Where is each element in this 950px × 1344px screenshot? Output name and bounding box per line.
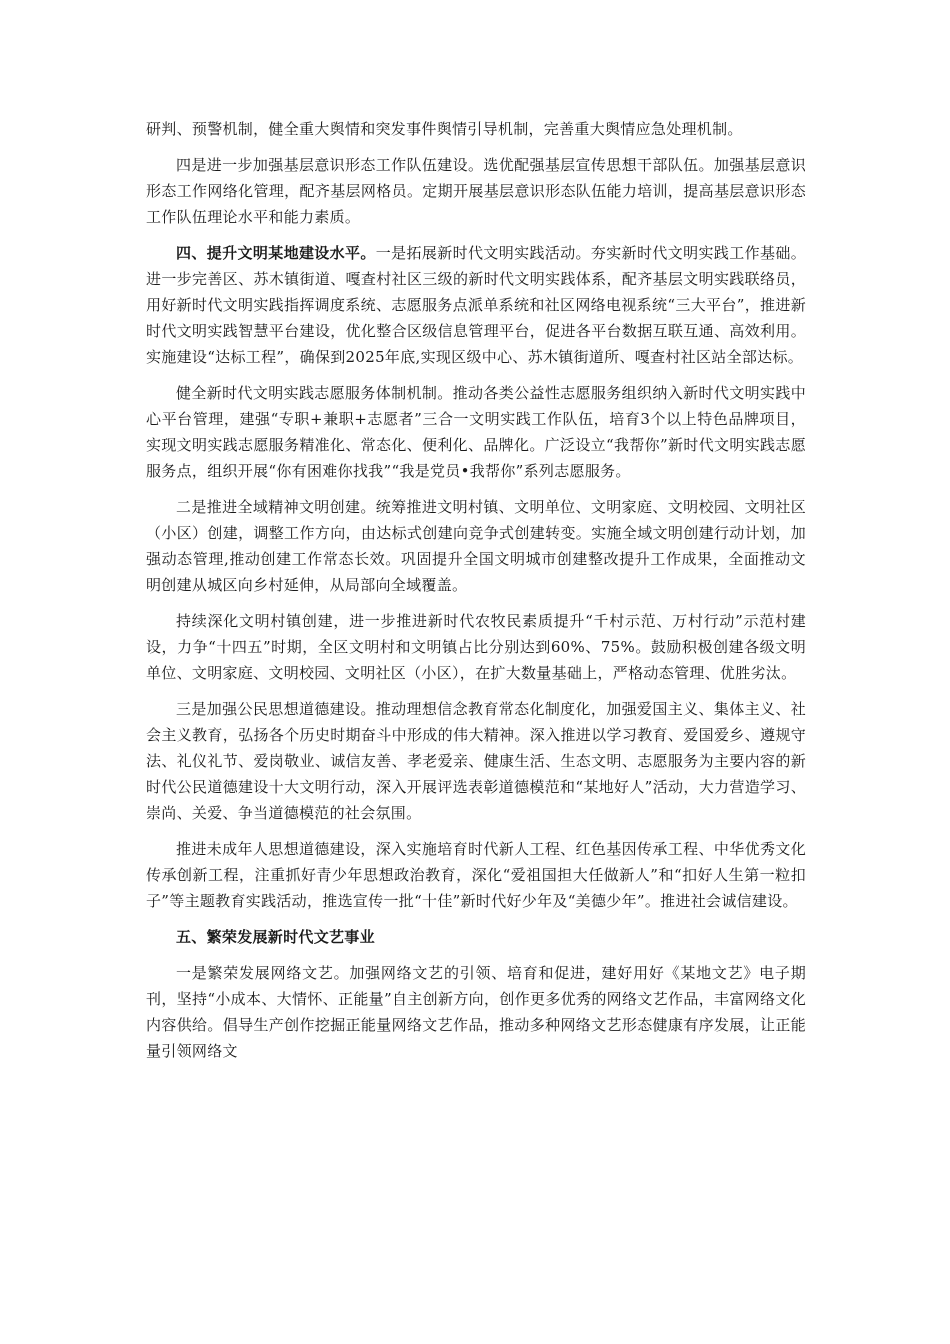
paragraph-moral-construction: 三是加强公民思想道德建设。推动理想信念教育常态化制度化，加强爱国主义、集体主义、社会主义教育，弘扬各个历史时期奋斗中形成的伟大精神。深入推进以学习教育、爱国爱乡、遵规守法、礼仪礼节、爱岗敬业、诚信友善、孝老爱亲、健康生活、生态文明、志愿服务为主要内容的新时代公民道德建设十大文明行动，深入开展评选表彰道德模范和“某地好人”活动，大力营造学习、崇尚、关爱、争当道德模范的社会氛围。 bbox=[146, 700, 806, 822]
paragraph-volunteer-mechanism: 健全新时代文明实践志愿服务体制机制。推动各类公益性志愿服务组织纳入新时代文明实践中心平台管理，建强“专职+兼职+志愿者”三合一文明实践工作队伍，培育3个以上特色品牌项目，实现文明实践志愿服务精准化、常态化、便利化、品牌化。广泛设立“我帮你”新时代文明实践志愿服务点，组织开展“你有困难你找我”“我是党员•我帮你”系列志愿服务。 bbox=[146, 384, 806, 480]
paragraph-spiritual-civilization: 二是推进全域精神文明创建。统筹推进文明村镇、文明单位、文明家庭、文明校园、文明社区（小区）创建，调整工作方向，由达标式创建向竞争式创建转变。实施全域文明创建行动计划，加强动态管理,推动创建工作常态长效。巩固提升全国文明城市创建整改提升工作成果，全面推动文明创建从城区向乡村延伸，从局部向全域覆盖。 bbox=[146, 498, 806, 594]
paragraph-network-arts: 一是繁荣发展网络文艺。加强网络文艺的引领、培育和促进，建好用好《某地文艺》电子期刊，坚持“小成本、大情怀、正能量”自主创新方向，创作更多优秀的网络文艺作品，丰富网络文化内容供给。倡导生产创作挖掘正能量网络文艺作品，推动多种网络文艺形态健康有序发展，让正能量引领网络文 bbox=[146, 964, 806, 1060]
paragraph-minors-moral: 推进未成年人思想道德建设，深入实施培育时代新人工程、红色基因传承工程、中华优秀文化传承创新工程，注重抓好青少年思想政治教育，深化“爱祖国担大任做新人”和“扣好人生第一粒扣子”等主题教育实践活动，推选宣传一批“十佳”新时代好少年及“美德少年”。推进社会诚信建设。 bbox=[146, 840, 806, 910]
paragraph-opinion-mechanism: 研判、预警机制，健全重大舆情和突发事件舆情引导机制，完善重大舆情应急处理机制。 bbox=[146, 120, 743, 138]
section-four-body: 一是拓展新时代文明实践活动。夯实新时代文明实践工作基础。进一步完善区、苏木镇街道、嘎查村社区三级的新时代文明实践体系，配齐基层文明实践联络员，用好新时代文明实践指挥调度系统、志愿服务点派单系统和社区网络电视系统“三大平台”，推进新时代文明实践智慧平台建设，优化整合区级信息管理平台，促进各平台数据互联互通、高效利用。实施建设“达标工程”，确保到2025年底,实现区级中心、苏木镇街道所、嘎查村社区站全部达标。 bbox=[146, 244, 806, 366]
paragraph-civilized-villages: 持续深化文明村镇创建，进一步推进新时代农牧民素质提升“千村示范、万村行动”示范村建设，力争“十四五”时期，全区文明村和文明镇占比分别达到60%、75%。鼓励积极创建各级文明单位、文明家庭、文明校园、文明社区（小区），在扩大数量基础上，严格动态管理、优胜劣汰。 bbox=[146, 612, 806, 682]
section-heading-four: 四、提升文明某地建设水平。 bbox=[176, 244, 376, 262]
paragraph-civilization-level bbox=[146, 240, 806, 370]
paragraph-grassroots-team: 四是进一步加强基层意识形态工作队伍建设。选优配强基层宣传思想干部队伍。加强基层意识形态工作网络化管理，配齐基层网格员。定期开展基层意识形态队伍能力培训，提高基层意识形态工作队伍理论水平和能力素质。 bbox=[146, 156, 806, 226]
document-page bbox=[146, 116, 806, 1074]
section-heading-five: 五、繁荣发展新时代文艺事业 bbox=[176, 928, 375, 946]
